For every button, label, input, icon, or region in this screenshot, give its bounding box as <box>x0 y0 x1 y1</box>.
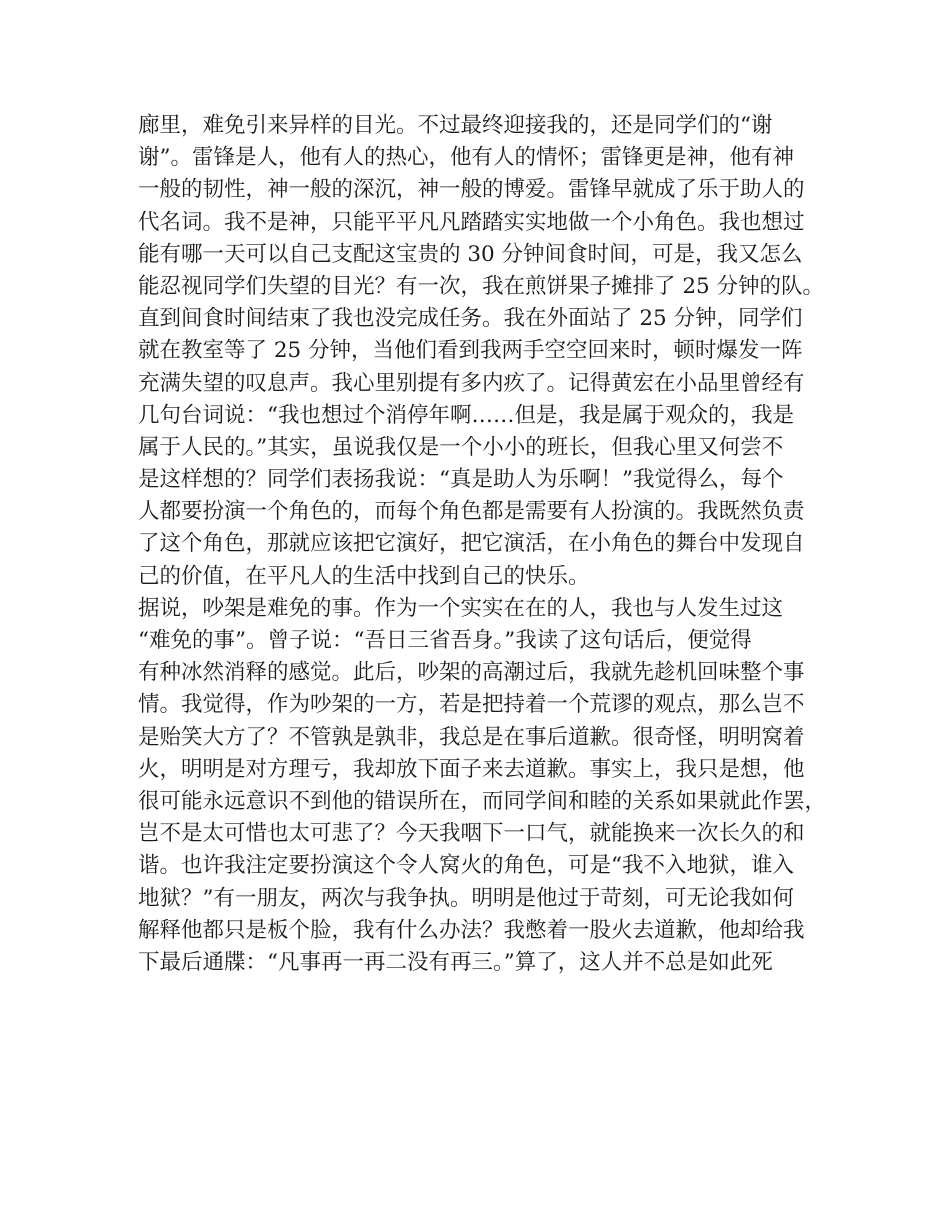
body-text <box>138 110 827 979</box>
text-line: 谐。也许我注定要扮演这个令人窝火的角色，可是“我不入地狱，谁入 <box>138 853 794 879</box>
text-line: 就在教室等了 25 分钟，当他们看到我两手空空回来时，顿时爆发一阵 <box>138 338 803 364</box>
text-line: 谢”。雷锋是人，他有人的热心，他有人的情怀；雷锋更是神，他有神 <box>138 145 794 171</box>
text-line: 代名词。我不是神，只能平平凡凡踏踏实实地做一个小角色。我也想过 <box>138 209 805 235</box>
text-line: 人都要扮演一个角色的，而每个角色都是需要有人扮演的。我既然负责 <box>138 499 805 525</box>
text-line: 几句台词说：“我也想过个消停年啊……但是，我是属于观众的，我是 <box>138 402 794 428</box>
text-line: 有种冰然消释的感觉。此后，吵架的高潮过后，我就先趁机回味整个事 <box>138 660 805 686</box>
text-line: 己的价值，在平凡人的生活中找到自己的快乐。 <box>138 563 590 589</box>
text-line: 据说，吵架是难免的事。作为一个实实在在的人，我也与人发生过这 <box>138 595 784 621</box>
text-line: 属于人民的。”其实，虽说我仅是一个小小的班长，但我心里又何尝不 <box>138 434 784 460</box>
text-line: 直到间食时间结束了我也没完成任务。我在外面站了 25 分钟，同学们 <box>138 306 803 332</box>
text-line: 情。我觉得，作为吵架的一方，若是把持着一个荒谬的观点，那么岂不 <box>138 692 805 718</box>
text-line: 是贻笑大方了？不管孰是孰非，我总是在事后道歉。很奇怪，明明窝着 <box>138 724 805 750</box>
text-line: 一般的韧性，神一般的深沉，神一般的博爱。雷锋早就成了乐于助人的 <box>138 177 805 203</box>
text-line: “难免的事”。曾子说：“吾日三省吾身。”我读了这句话后，便觉得 <box>138 628 752 653</box>
text-line: 是这样想的？同学们表扬我说：“真是助人为乐啊！”我觉得么，每个 <box>138 467 784 493</box>
text-line: 很可能永远意识不到他的错误所在，而同学间和睦的关系如果就此作罢， <box>138 788 827 814</box>
text-line: 廊里，难免引来异样的目光。不过最终迎接我的，还是同学们的“谢 <box>138 113 773 138</box>
text-line: 了这个角色，那就应该把它演好，把它演活，在小角色的舞台中发现自 <box>138 531 805 557</box>
text-line: 岂不是太可惜也太可悲了？今天我咽下一口气，就能换来一次长久的和 <box>138 821 805 847</box>
text-line: 能忍视同学们失望的目光？有一次，我在煎饼果子摊排了 25 分钟的队。 <box>138 273 825 299</box>
text-line: 充满失望的叹息声。我心里别提有多内疚了。记得黄宏在小品里曾经有 <box>138 370 805 396</box>
text-line: 下最后通牒：“凡事再一再二没有再三。”算了，这人并不总是如此死 <box>138 949 773 975</box>
text-line: 火，明明是对方理亏，我却放下面子来去道歉。事实上，我只是想，他 <box>138 756 805 782</box>
text-line: 地狱？”有一朋友，两次与我争执。明明是他过于苛刻，可无论我如何 <box>138 885 794 911</box>
text-line: 解释他都只是板个脸，我有什么办法？我憋着一股火去道歉，他却给我 <box>138 917 805 943</box>
text-line: 能有哪一天可以自己支配这宝贵的 30 分钟间食时间，可是，我又怎么 <box>138 241 803 267</box>
